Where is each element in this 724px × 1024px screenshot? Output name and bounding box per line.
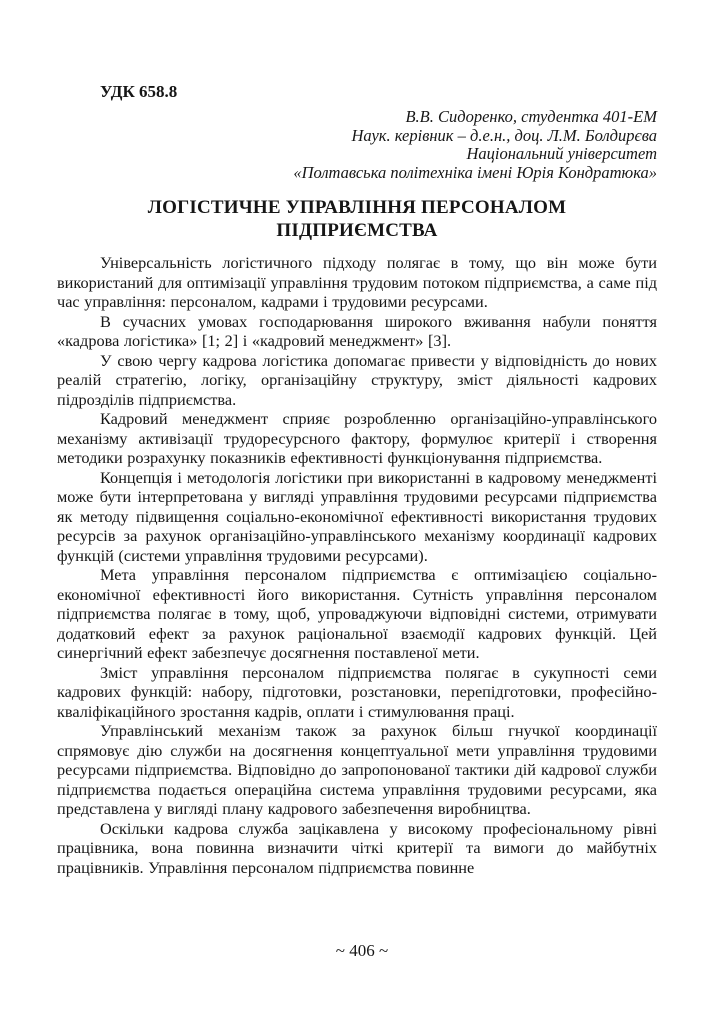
paragraph-1: Універсальність логістичного підходу полягає в тому, що він може бути використаний для оптимізації управління трудовим потоком підприємства, а саме під час управління: персоналом, кадрами і трудовими ресурсами. (57, 253, 657, 312)
paper-title-line-2: ПІДПРИЄМСТВА (276, 220, 438, 242)
paragraph-4: Кадровий менеджмент сприяє розробленню організаційно-управлінського механізму активізації трудоресурсного фактору, формулює критерії і створення методики розрахунку показників ефективності функціонування підприємства. (57, 409, 657, 468)
paragraph-2: В сучасних умовах господарювання широкого вживання набули поняття «кадрова логістика» [1; 2] і «кадровий менеджмент» [3]. (57, 311, 657, 351)
udc-code: УДК 658.8 (100, 82, 178, 101)
university-line: Національний університет (466, 144, 657, 164)
page-number: ~ 406 ~ (335, 941, 389, 960)
supervisor-line: Наук. керівник – д.е.н., доц. Л.М. Болдирєва (351, 125, 657, 145)
university-name-line: «Полтавська політехніка імені Юрія Кондратюка» (293, 162, 657, 182)
paragraph-5: Концепція і методологія логістики при використанні в кадровому менеджменті може бути інтерпретована у вигляді управління трудовими ресурсами підприємства як методу підвищення соціально-економічної ефективності використання трудових ресурсів за рахунок організаційно-управлінського механізму координації кадрових функцій (системи управління трудовими ресурсами). (57, 467, 657, 565)
paragraph-8: Управлінський механізм також за рахунок більш гнучкої координації спрямовує дію служби на досягнення концептуальної мети управління трудовими ресурсами підприємства. Відповідно до запропонованої тактики дій кадрової служби підприємства подається операційна система управління трудовими ресурсами, яка представлена у вигляді плану кадрового забезпечення виробництва. (57, 721, 657, 819)
paper-title (57, 196, 657, 242)
author-block (57, 108, 657, 182)
paragraph-9: Оскільки кадрова служба зацікавлена у високому професіональному рівні працівника, вона повинна визначити чіткі критерії та вимоги до майбутніх працівників. Управління персоналом підприємства повинне (57, 818, 657, 877)
paragraph-7: Зміст управління персоналом підприємства полягає в сукупності семи кадрових функцій: набору, підготовки, розстановки, перепідготовки, професійно-кваліфікаційного зростання кадрів, оплати і стимулювання праці. (57, 662, 657, 721)
paragraph-6: Мета управління персоналом підприємства є оптимізацією соціально-економічної ефективності його використання. Сутність управління персоналом підприємства полягає в тому, щоб, упроваджуючи відповідні системи, отримувати додатковий ефект за рахунок раціональної взаємодії кадрових функцій. Цей синергічний ефект забезпечує досягнення поставленої мети. (57, 565, 657, 663)
article-body (57, 253, 657, 945)
paper-title-line-1: ЛОГІСТИЧНЕ УПРАВЛІННЯ ПЕРСОНАЛОМ (147, 197, 567, 219)
author-line: В.В. Сидоренко, студентка 401-ЕМ (405, 107, 657, 126)
paragraph-3: У свою чергу кадрова логістика допомагає привести у відповідність до нових реалій стратегію, логіку, організаційну структуру, зміст діяльності кадрових підрозділів підприємства. (57, 350, 657, 409)
